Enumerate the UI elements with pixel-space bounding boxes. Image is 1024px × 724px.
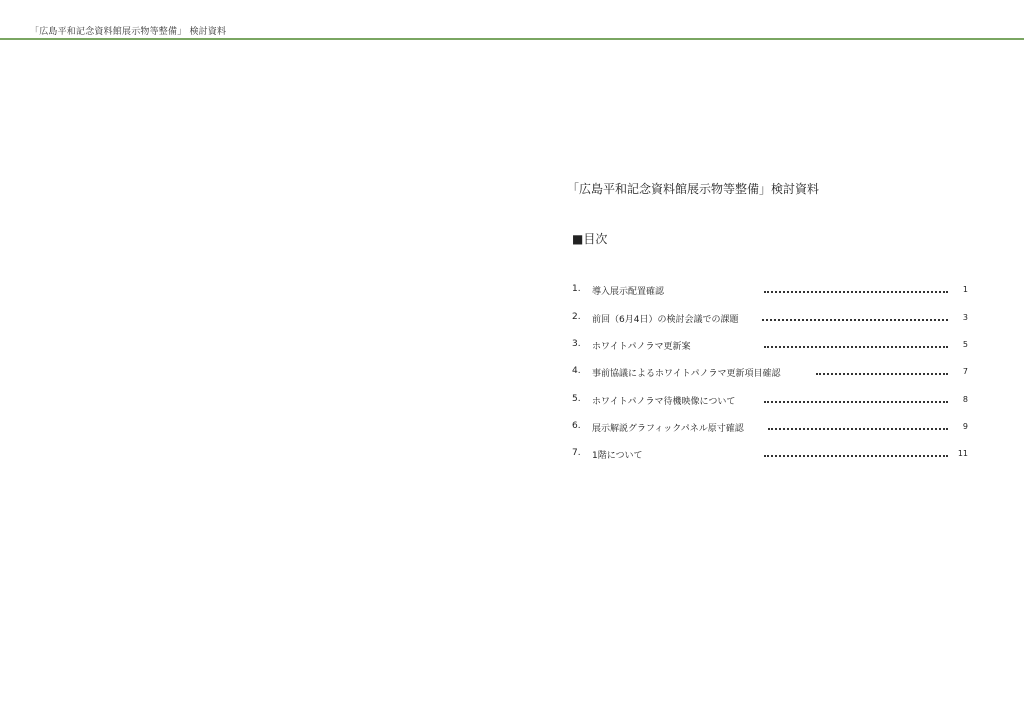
toc-heading: ■目次: [572, 232, 608, 246]
dot-leader: [762, 313, 948, 321]
toc-entry-5[interactable]: [0, 394, 1024, 408]
toc-entry-label: ホワイトパノラマ更新案: [592, 342, 691, 352]
dot-leader: [764, 449, 948, 457]
toc-entry-2[interactable]: [0, 312, 1024, 326]
toc-entry-1[interactable]: [0, 284, 1024, 298]
toc-entry-page: 11: [957, 449, 968, 458]
toc-entry-6[interactable]: [0, 421, 1024, 435]
toc-entry-number: 5.: [572, 394, 581, 404]
dot-leader: [764, 395, 948, 403]
toc-entry-number: 2.: [572, 312, 581, 322]
running-header: 「広島平和記念資料館展示物等整備」 検討資料: [30, 27, 227, 37]
header-divider: [0, 38, 1024, 40]
toc-entry-7[interactable]: [0, 448, 1024, 462]
toc-entry-number: 1.: [572, 284, 581, 294]
toc-entry-4[interactable]: [0, 366, 1024, 380]
document-title: 「広島平和記念資料館展示物等整備」検討資料: [567, 182, 820, 196]
toc-entry-number: 3.: [572, 339, 581, 349]
toc-entry-page: 8: [962, 395, 968, 404]
toc-entry-page: 5: [962, 340, 968, 349]
dot-leader: [816, 367, 948, 375]
dot-leader: [768, 422, 948, 430]
toc-entry-label: 前回（6月4日）の検討会議での課題: [592, 315, 739, 325]
dot-leader: [764, 340, 948, 348]
toc-entry-page: 7: [962, 367, 968, 376]
toc-entry-label: 展示解説グラフィックパネル原寸確認: [592, 424, 744, 434]
toc-entry-label: 1階について: [592, 451, 643, 461]
toc-entry-page: 3: [962, 313, 968, 322]
toc-entry-label: 事前協議によるホワイトパノラマ更新項目確認: [592, 369, 781, 379]
toc-entry-page: 9: [962, 422, 968, 431]
dot-leader: [764, 285, 948, 293]
toc-entry-number: 6.: [572, 421, 581, 431]
toc-entry-page: 1: [962, 285, 968, 294]
toc-entry-number: 7.: [572, 448, 581, 458]
toc-entry-3[interactable]: [0, 339, 1024, 353]
toc-entry-label: ホワイトパノラマ待機映像について: [592, 397, 736, 407]
toc-entry-label: 導入展示配置確認: [592, 287, 665, 297]
toc-entry-number: 4.: [572, 366, 581, 376]
